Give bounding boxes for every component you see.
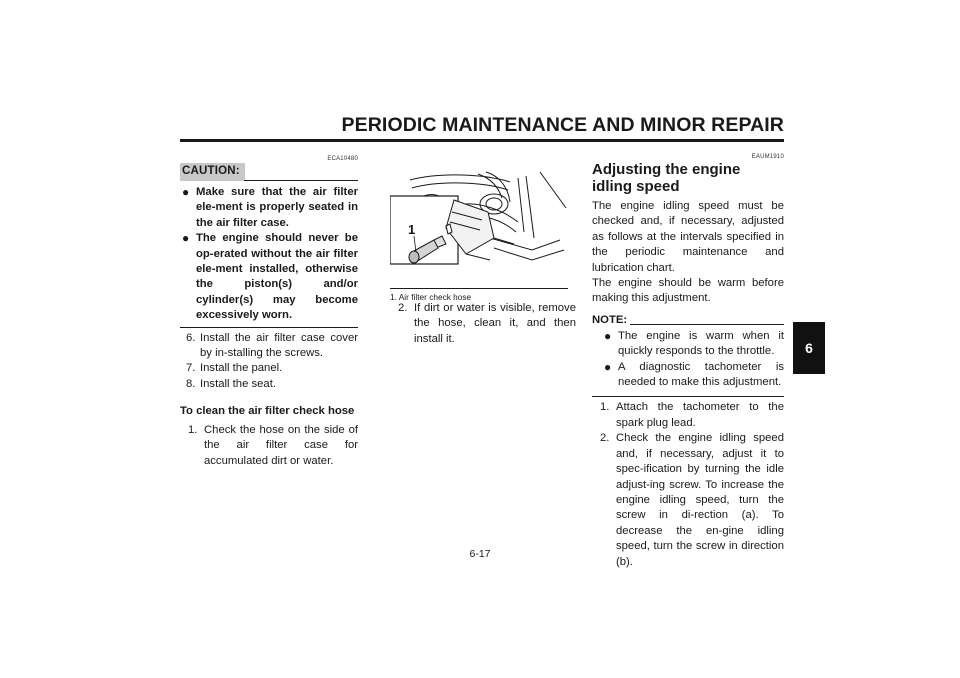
section-code: EAUM1910 bbox=[751, 154, 784, 160]
note-list bbox=[592, 329, 784, 391]
hose-diagram-icon bbox=[390, 168, 568, 286]
bullet-icon: ● bbox=[604, 328, 612, 343]
bullet-icon: ● bbox=[604, 359, 612, 374]
idle-adjust-steps bbox=[592, 400, 784, 569]
caution-item: ● The engine should never be op-erated without the air filter ele-ment installed, otherwise the piston(s) and/or cylinder(s) may become excessively worn. bbox=[182, 231, 358, 322]
check-hose-steps bbox=[180, 423, 358, 469]
section-title-idling-speed: Adjusting the engine idling speed bbox=[592, 161, 741, 195]
step-item: 7. Install the panel. bbox=[186, 362, 283, 375]
figure-callout: 1 bbox=[408, 222, 416, 237]
clean-hose-steps bbox=[390, 301, 576, 347]
step-item: 1. Check the hose on the side of the air filter case for accumulated dirt or water. bbox=[188, 423, 358, 467]
caution-label: CAUTION: bbox=[180, 163, 245, 181]
caution-item: ● Make sure that the air filter ele-ment is properly seated in the air filter case. bbox=[182, 185, 358, 229]
step-item: 8. Install the seat. bbox=[186, 377, 276, 390]
install-steps bbox=[180, 331, 358, 393]
caution-list bbox=[180, 185, 358, 324]
figure-caption: 1. Air filter check hose bbox=[390, 292, 472, 302]
note-header bbox=[592, 313, 784, 329]
subheading-check-hose: To clean the air filter check hose bbox=[180, 405, 355, 418]
step-item: 1. Attach the tachometer to the spark plug lead. bbox=[600, 401, 784, 429]
bullet-icon: ● bbox=[182, 231, 190, 246]
caution-code: ECA10480 bbox=[327, 156, 358, 162]
air-filter-hose-illustration bbox=[390, 168, 568, 286]
paragraph: The engine should be warm before making this adjustment. bbox=[592, 277, 784, 305]
note-item: ● A diagnostic tachometer is needed to make this adjustment. bbox=[604, 359, 784, 389]
note-label: NOTE: bbox=[592, 313, 628, 326]
page-number: 6-17 bbox=[469, 548, 491, 560]
caution-end-rule bbox=[180, 327, 358, 328]
left-column bbox=[180, 163, 358, 469]
note-rule bbox=[630, 324, 784, 325]
note-end-rule bbox=[592, 396, 784, 397]
header-rule bbox=[180, 139, 784, 142]
step-item: 2. Check the engine idling speed and, if necessary, adjust it to spec-ification by turning the idle adjust-ing screw. To increase the engine idling speed, turn the screw in di-rection (a). To decrease the en-gine idling speed, turn the screw in direction (b). bbox=[600, 432, 784, 568]
page-header-title: PERIODIC MAINTENANCE AND MINOR REPAIR bbox=[341, 114, 784, 136]
paragraph: The engine idling speed must be checked and, if necessary, adjusted as follows at the intervals specified in the periodic maintenance and lubrication chart. bbox=[592, 200, 784, 274]
caution-header bbox=[180, 163, 358, 181]
bullet-icon: ● bbox=[182, 185, 190, 199]
right-column bbox=[592, 159, 784, 570]
caution-rule bbox=[244, 180, 358, 181]
figure-caption-rule bbox=[390, 288, 568, 289]
step-item: 6. Install the air filter case cover by in-stalling the screws. bbox=[186, 331, 358, 360]
chapter-tab: 6 bbox=[793, 322, 825, 374]
middle-column bbox=[390, 298, 576, 347]
step-item: 2. If dirt or water is visible, remove the hose, clean it, and then install it. bbox=[398, 302, 576, 345]
note-item: ● The engine is warm when it quickly responds to the throttle. bbox=[604, 328, 784, 358]
